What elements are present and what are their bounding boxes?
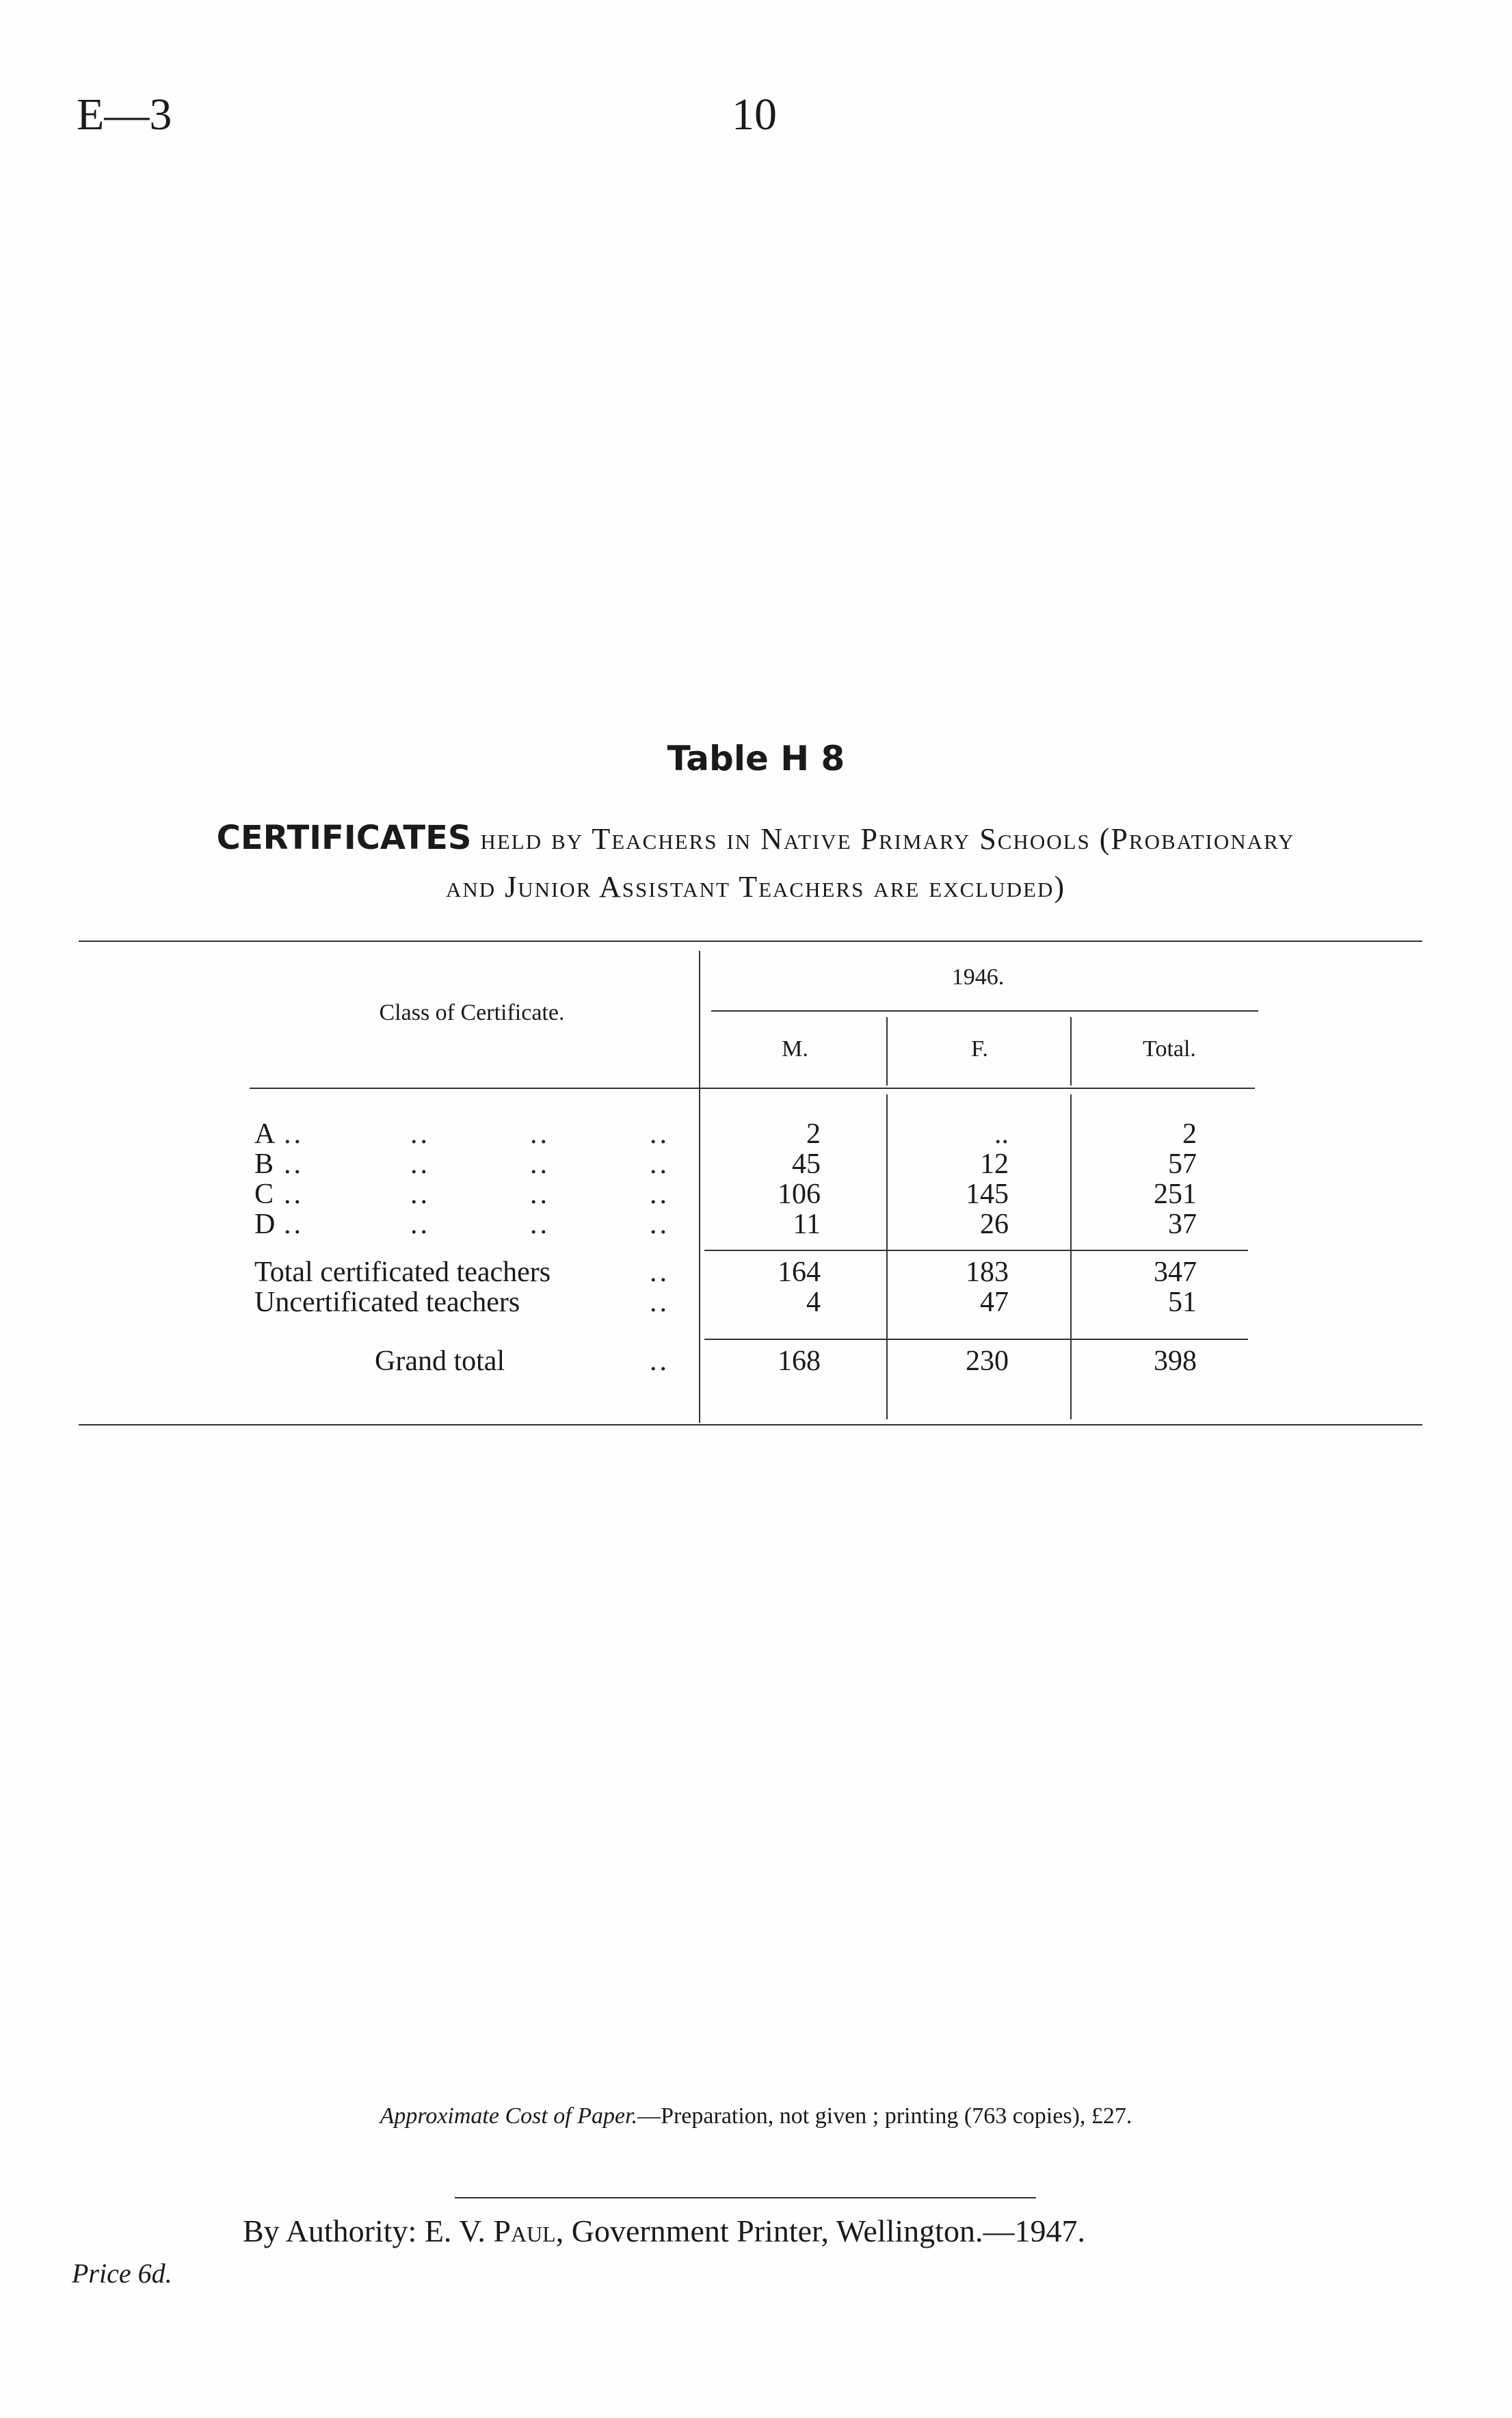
page-number: 10 [732,90,777,140]
row-label: D [254,1209,276,1240]
cell-f: 183 [966,1257,1009,1288]
leader-dots: .. [530,1148,550,1180]
heading-line-1 [75,814,1436,863]
vline-f-total-header [1070,1017,1072,1086]
leader-dots: .. [530,1179,550,1210]
authority-rest: Government Printer, Wellington.—1947. [571,2213,1085,2248]
cell-total: 2 [1182,1118,1197,1150]
leader-dots: .. [284,1118,304,1150]
table-heading [75,814,1436,911]
cell-f: 145 [966,1179,1009,1210]
vline-f-total-body [1070,1094,1072,1419]
row-label: A [254,1118,276,1150]
leader-dots: .. [650,1345,669,1377]
heading-line-2: and Junior Assistant Teachers are excluded) [445,870,1065,904]
cost-text: —Preparation, not given ; printing (763 copies), £27. [637,2103,1132,2129]
cell-total: 51 [1168,1287,1197,1318]
cell-m: 2 [806,1118,821,1150]
leader-dots: .. [650,1287,669,1318]
vline-m-f-header [886,1017,888,1086]
printer-authority [243,2213,1085,2249]
cost-label: Approximate Cost of Paper. [380,2103,638,2129]
vline-label-sep [699,951,700,1423]
row-label: C [254,1179,274,1210]
leader-dots: .. [650,1118,669,1150]
cost-of-paper [0,2103,1512,2129]
leader-dots: .. [650,1209,669,1240]
cell-m: 45 [792,1148,821,1180]
col-year-header: 1946. [951,964,1005,990]
table-bottom-rule [79,1424,1422,1425]
leader-dots: .. [530,1118,550,1150]
authority-rule [455,2197,1036,2198]
vline-m-f-body [886,1094,888,1419]
year-underline [711,1010,1258,1012]
leader-dots: .. [410,1179,430,1210]
price: Price 6d. [72,2258,172,2289]
leader-dots: .. [650,1257,669,1288]
row-label: Total certificated teachers [254,1257,551,1288]
document-code: E—3 [77,90,172,140]
leader-dots: .. [410,1148,430,1180]
leader-dots: .. [650,1179,669,1210]
cell-m: 11 [793,1209,821,1240]
cell-m: 168 [778,1345,821,1377]
leader-dots: .. [530,1209,550,1240]
cell-f: 47 [980,1287,1009,1318]
row-label: Uncertificated teachers [254,1287,520,1318]
leader-dots: .. [284,1179,304,1210]
col-m-header: M. [782,1036,808,1062]
authority-prefix: By Authority: [243,2213,417,2248]
cell-f: 230 [966,1345,1009,1377]
cell-total: 251 [1154,1179,1197,1210]
col-class-header: Class of Certificate. [379,1000,565,1025]
header-bottom-rule [250,1088,1255,1089]
cell-total: 398 [1154,1345,1197,1377]
leader-dots: .. [410,1118,430,1150]
authority-name: E. V. Paul, [424,2213,564,2248]
cell-total: 347 [1154,1257,1197,1288]
row-label: B [254,1148,274,1180]
col-total-header: Total. [1143,1036,1196,1062]
leader-dots: .. [650,1148,669,1180]
subtotal-rule [704,1250,1248,1251]
cell-m: 106 [778,1179,821,1210]
leader-dots: .. [410,1209,430,1240]
cell-total: 57 [1168,1148,1197,1180]
cell-m: 164 [778,1257,821,1288]
cell-f: .. [994,1118,1009,1150]
cell-f: 26 [980,1209,1009,1240]
table-top-rule [79,941,1422,942]
leader-dots: .. [284,1209,304,1240]
col-f-header: F. [971,1036,988,1062]
grand-total-rule [704,1339,1248,1340]
leader-dots: .. [284,1148,304,1180]
cell-m: 4 [806,1287,821,1318]
heading-lead: CERTIFICATES [216,819,472,857]
row-label: Grand total [375,1345,505,1377]
cell-f: 12 [980,1148,1009,1180]
cell-total: 37 [1168,1209,1197,1240]
table-title: Table H 8 [667,739,845,778]
heading-line-1-rest: held by Teachers in Native Primary Schools (Probationary [480,822,1295,856]
